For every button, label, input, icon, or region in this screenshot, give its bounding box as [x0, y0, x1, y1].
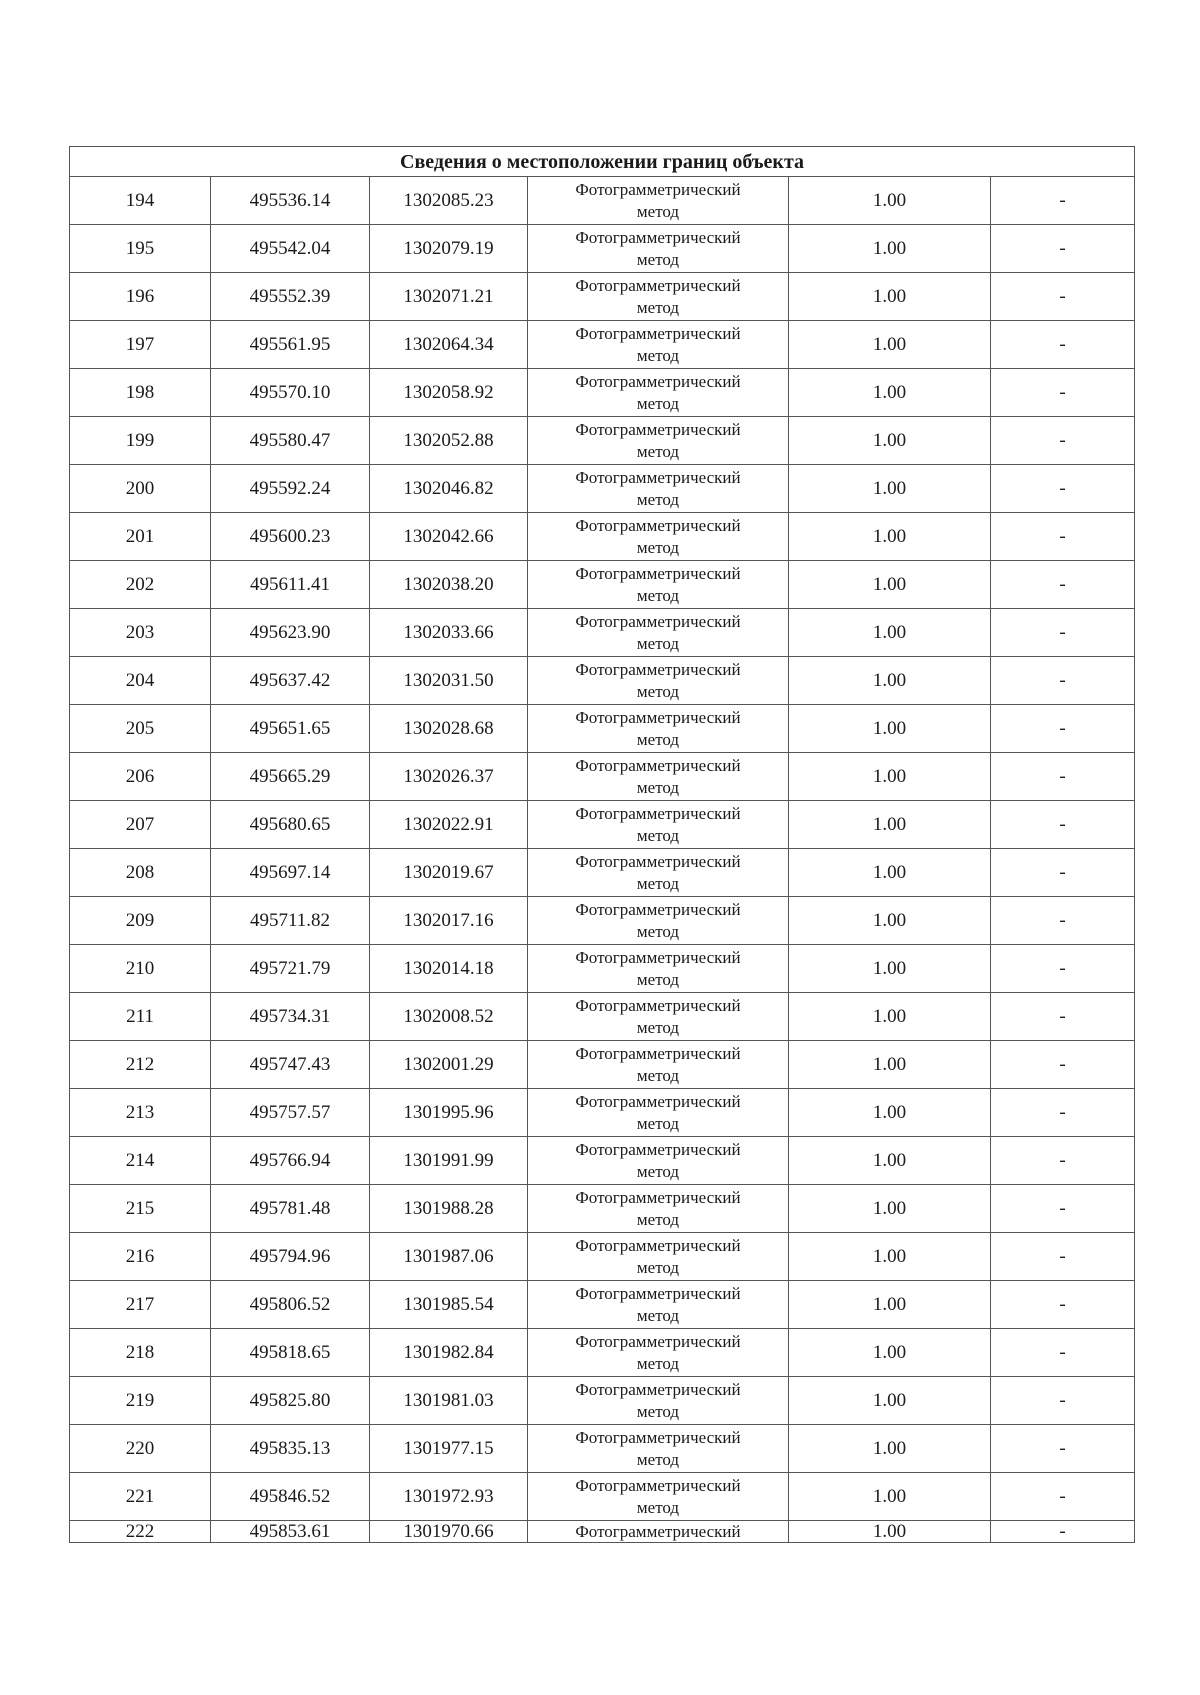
accuracy-cell: 1.00 [789, 945, 991, 993]
method-cell: Фотограмметрический метод [528, 273, 789, 321]
point-number-cell: 196 [70, 273, 211, 321]
description-cell: - [991, 753, 1135, 801]
table-row [70, 513, 1135, 561]
method-cell: Фотограмметрический метод [528, 369, 789, 417]
coordinate-x-cell: 495711.82 [211, 897, 370, 945]
coordinate-x-cell: 495721.79 [211, 945, 370, 993]
table-row [70, 225, 1135, 273]
accuracy-cell: 1.00 [789, 225, 991, 273]
coordinate-x-cell: 495592.24 [211, 465, 370, 513]
accuracy-cell: 1.00 [789, 609, 991, 657]
accuracy-cell: 1.00 [789, 177, 991, 225]
coordinate-x-cell: 495806.52 [211, 1281, 370, 1329]
accuracy-cell: 1.00 [789, 1233, 991, 1281]
table-row [70, 1377, 1135, 1425]
coordinate-y-cell: 1301981.03 [370, 1377, 528, 1425]
point-number-cell: 204 [70, 657, 211, 705]
coordinate-x-cell: 495570.10 [211, 369, 370, 417]
coordinate-x-cell: 495835.13 [211, 1425, 370, 1473]
method-cell: Фотограмметрический метод [528, 849, 789, 897]
table-row [70, 177, 1135, 225]
coordinate-y-cell: 1302042.66 [370, 513, 528, 561]
coordinate-y-cell: 1302008.52 [370, 993, 528, 1041]
coordinate-y-cell: 1301991.99 [370, 1137, 528, 1185]
table-row [70, 561, 1135, 609]
accuracy-cell: 1.00 [789, 513, 991, 561]
description-cell: - [991, 1329, 1135, 1377]
coordinate-x-cell: 495697.14 [211, 849, 370, 897]
method-cell: Фотограмметрический метод [528, 561, 789, 609]
coordinate-x-cell: 495846.52 [211, 1473, 370, 1521]
description-cell: - [991, 561, 1135, 609]
point-number-cell: 205 [70, 705, 211, 753]
coordinate-x-cell: 495542.04 [211, 225, 370, 273]
table-row [70, 849, 1135, 897]
point-number-cell: 219 [70, 1377, 211, 1425]
coordinate-y-cell: 1301985.54 [370, 1281, 528, 1329]
coordinate-y-cell: 1302052.88 [370, 417, 528, 465]
method-cell: Фотограмметрический метод [528, 1185, 789, 1233]
point-number-cell: 199 [70, 417, 211, 465]
table-row [70, 321, 1135, 369]
point-number-cell: 220 [70, 1425, 211, 1473]
coordinate-x-cell: 495734.31 [211, 993, 370, 1041]
coordinate-x-cell: 495552.39 [211, 273, 370, 321]
description-cell: - [991, 849, 1135, 897]
coordinate-y-cell: 1302079.19 [370, 225, 528, 273]
method-cell: Фотограмметрический метод [528, 1089, 789, 1137]
coordinate-x-cell: 495781.48 [211, 1185, 370, 1233]
coordinate-y-cell: 1301995.96 [370, 1089, 528, 1137]
method-cell: Фотограмметрический метод [528, 993, 789, 1041]
method-cell: Фотограмметрический метод [528, 657, 789, 705]
point-number-cell: 211 [70, 993, 211, 1041]
table-row [70, 897, 1135, 945]
accuracy-cell: 1.00 [789, 1281, 991, 1329]
table-row [70, 705, 1135, 753]
accuracy-cell: 1.00 [789, 1185, 991, 1233]
method-cell: Фотограмметрический метод [528, 321, 789, 369]
table-title-row [70, 147, 1135, 177]
coordinate-y-cell: 1302031.50 [370, 657, 528, 705]
description-cell: - [991, 513, 1135, 561]
accuracy-cell: 1.00 [789, 1089, 991, 1137]
coordinate-y-cell: 1302019.67 [370, 849, 528, 897]
point-number-cell: 201 [70, 513, 211, 561]
coordinate-x-cell: 495536.14 [211, 177, 370, 225]
table-row [70, 945, 1135, 993]
accuracy-cell: 1.00 [789, 1137, 991, 1185]
description-cell: - [991, 657, 1135, 705]
method-cell: Фотограмметрический метод [528, 1473, 789, 1521]
method-cell: Фотограмметрический метод [528, 801, 789, 849]
coordinate-y-cell: 1302001.29 [370, 1041, 528, 1089]
coordinate-y-cell: 1302038.20 [370, 561, 528, 609]
point-number-cell: 194 [70, 177, 211, 225]
accuracy-cell: 1.00 [789, 897, 991, 945]
accuracy-cell: 1.00 [789, 657, 991, 705]
point-number-cell: 195 [70, 225, 211, 273]
description-cell: - [991, 1281, 1135, 1329]
description-cell: - [991, 1137, 1135, 1185]
accuracy-cell: 1.00 [789, 561, 991, 609]
accuracy-cell: 1.00 [789, 753, 991, 801]
table-row [70, 1473, 1135, 1521]
point-number-cell: 207 [70, 801, 211, 849]
coordinate-y-cell: 1302064.34 [370, 321, 528, 369]
method-cell: Фотограмметрический метод [528, 225, 789, 273]
coordinate-y-cell: 1302017.16 [370, 897, 528, 945]
accuracy-cell: 1.00 [789, 369, 991, 417]
coordinate-x-cell: 495651.65 [211, 705, 370, 753]
description-cell: - [991, 1041, 1135, 1089]
description-cell: - [991, 1521, 1135, 1543]
point-number-cell: 215 [70, 1185, 211, 1233]
method-cell: Фотограмметрический метод [528, 1233, 789, 1281]
point-number-cell: 198 [70, 369, 211, 417]
method-cell: Фотограмметрический метод [528, 417, 789, 465]
method-cell: Фотограмметрический метод [528, 1425, 789, 1473]
accuracy-cell: 1.00 [789, 465, 991, 513]
accuracy-cell: 1.00 [789, 1521, 991, 1543]
description-cell: - [991, 225, 1135, 273]
coordinate-y-cell: 1301988.28 [370, 1185, 528, 1233]
description-cell: - [991, 1089, 1135, 1137]
method-cell: Фотограмметрический метод [528, 609, 789, 657]
coordinate-y-cell: 1301982.84 [370, 1329, 528, 1377]
table-row [70, 993, 1135, 1041]
description-cell: - [991, 945, 1135, 993]
description-cell: - [991, 1425, 1135, 1473]
description-cell: - [991, 369, 1135, 417]
point-number-cell: 210 [70, 945, 211, 993]
accuracy-cell: 1.00 [789, 417, 991, 465]
method-cell: Фотограмметрический [528, 1521, 789, 1543]
table-row [70, 417, 1135, 465]
accuracy-cell: 1.00 [789, 1473, 991, 1521]
point-number-cell: 209 [70, 897, 211, 945]
method-cell: Фотограмметрический метод [528, 1137, 789, 1185]
coordinate-y-cell: 1302022.91 [370, 801, 528, 849]
table-row [70, 1329, 1135, 1377]
point-number-cell: 218 [70, 1329, 211, 1377]
accuracy-cell: 1.00 [789, 1041, 991, 1089]
coordinate-y-cell: 1302026.37 [370, 753, 528, 801]
accuracy-cell: 1.00 [789, 849, 991, 897]
accuracy-cell: 1.00 [789, 273, 991, 321]
method-cell: Фотограмметрический метод [528, 1281, 789, 1329]
accuracy-cell: 1.00 [789, 705, 991, 753]
method-cell: Фотограмметрический метод [528, 945, 789, 993]
table-title: Сведения о местоположении границ объекта [70, 147, 1135, 177]
description-cell: - [991, 609, 1135, 657]
method-cell: Фотограмметрический метод [528, 1329, 789, 1377]
coordinate-x-cell: 495818.65 [211, 1329, 370, 1377]
table-row [70, 465, 1135, 513]
description-cell: - [991, 177, 1135, 225]
coordinate-y-cell: 1301977.15 [370, 1425, 528, 1473]
coordinate-x-cell: 495580.47 [211, 417, 370, 465]
description-cell: - [991, 897, 1135, 945]
coordinate-y-cell: 1302046.82 [370, 465, 528, 513]
table-row [70, 1137, 1135, 1185]
method-cell: Фотограмметрический метод [528, 513, 789, 561]
table-row [70, 1521, 1135, 1543]
description-cell: - [991, 273, 1135, 321]
coordinate-y-cell: 1302071.21 [370, 273, 528, 321]
method-cell: Фотограмметрический метод [528, 897, 789, 945]
coordinate-x-cell: 495757.57 [211, 1089, 370, 1137]
method-cell: Фотограмметрический метод [528, 1377, 789, 1425]
method-cell: Фотограмметрический метод [528, 705, 789, 753]
description-cell: - [991, 705, 1135, 753]
description-cell: - [991, 801, 1135, 849]
point-number-cell: 200 [70, 465, 211, 513]
coordinate-x-cell: 495600.23 [211, 513, 370, 561]
method-cell: Фотограмметрический метод [528, 177, 789, 225]
coordinate-x-cell: 495766.94 [211, 1137, 370, 1185]
accuracy-cell: 1.00 [789, 801, 991, 849]
description-cell: - [991, 1377, 1135, 1425]
accuracy-cell: 1.00 [789, 321, 991, 369]
accuracy-cell: 1.00 [789, 993, 991, 1041]
boundary-coordinates-table [69, 146, 1135, 1543]
coordinate-x-cell: 495747.43 [211, 1041, 370, 1089]
coordinate-y-cell: 1302014.18 [370, 945, 528, 993]
coordinate-y-cell: 1301972.93 [370, 1473, 528, 1521]
coordinate-x-cell: 495680.65 [211, 801, 370, 849]
point-number-cell: 203 [70, 609, 211, 657]
table-row [70, 801, 1135, 849]
point-number-cell: 217 [70, 1281, 211, 1329]
table-row [70, 273, 1135, 321]
point-number-cell: 216 [70, 1233, 211, 1281]
coordinate-y-cell: 1301970.66 [370, 1521, 528, 1543]
coordinate-x-cell: 495623.90 [211, 609, 370, 657]
table-row [70, 1185, 1135, 1233]
description-cell: - [991, 1185, 1135, 1233]
point-number-cell: 206 [70, 753, 211, 801]
point-number-cell: 222 [70, 1521, 211, 1543]
table-row [70, 657, 1135, 705]
table-row [70, 369, 1135, 417]
coordinate-x-cell: 495561.95 [211, 321, 370, 369]
accuracy-cell: 1.00 [789, 1425, 991, 1473]
description-cell: - [991, 993, 1135, 1041]
table-row [70, 753, 1135, 801]
accuracy-cell: 1.00 [789, 1377, 991, 1425]
coordinate-y-cell: 1302033.66 [370, 609, 528, 657]
table-row [70, 1233, 1135, 1281]
table-row [70, 609, 1135, 657]
description-cell: - [991, 417, 1135, 465]
coordinate-x-cell: 495794.96 [211, 1233, 370, 1281]
table-row [70, 1425, 1135, 1473]
description-cell: - [991, 321, 1135, 369]
coordinate-x-cell: 495665.29 [211, 753, 370, 801]
coordinate-y-cell: 1302058.92 [370, 369, 528, 417]
coordinate-x-cell: 495825.80 [211, 1377, 370, 1425]
table-row [70, 1041, 1135, 1089]
point-number-cell: 197 [70, 321, 211, 369]
coordinate-y-cell: 1302085.23 [370, 177, 528, 225]
point-number-cell: 202 [70, 561, 211, 609]
coordinate-y-cell: 1301987.06 [370, 1233, 528, 1281]
coordinate-x-cell: 495637.42 [211, 657, 370, 705]
point-number-cell: 212 [70, 1041, 211, 1089]
description-cell: - [991, 1473, 1135, 1521]
point-number-cell: 208 [70, 849, 211, 897]
coordinate-x-cell: 495853.61 [211, 1521, 370, 1543]
table-row [70, 1281, 1135, 1329]
accuracy-cell: 1.00 [789, 1329, 991, 1377]
method-cell: Фотограмметрический метод [528, 753, 789, 801]
coordinate-y-cell: 1302028.68 [370, 705, 528, 753]
table-row [70, 1089, 1135, 1137]
point-number-cell: 221 [70, 1473, 211, 1521]
point-number-cell: 214 [70, 1137, 211, 1185]
coordinate-x-cell: 495611.41 [211, 561, 370, 609]
description-cell: - [991, 1233, 1135, 1281]
method-cell: Фотограмметрический метод [528, 1041, 789, 1089]
point-number-cell: 213 [70, 1089, 211, 1137]
method-cell: Фотограмметрический метод [528, 465, 789, 513]
description-cell: - [991, 465, 1135, 513]
